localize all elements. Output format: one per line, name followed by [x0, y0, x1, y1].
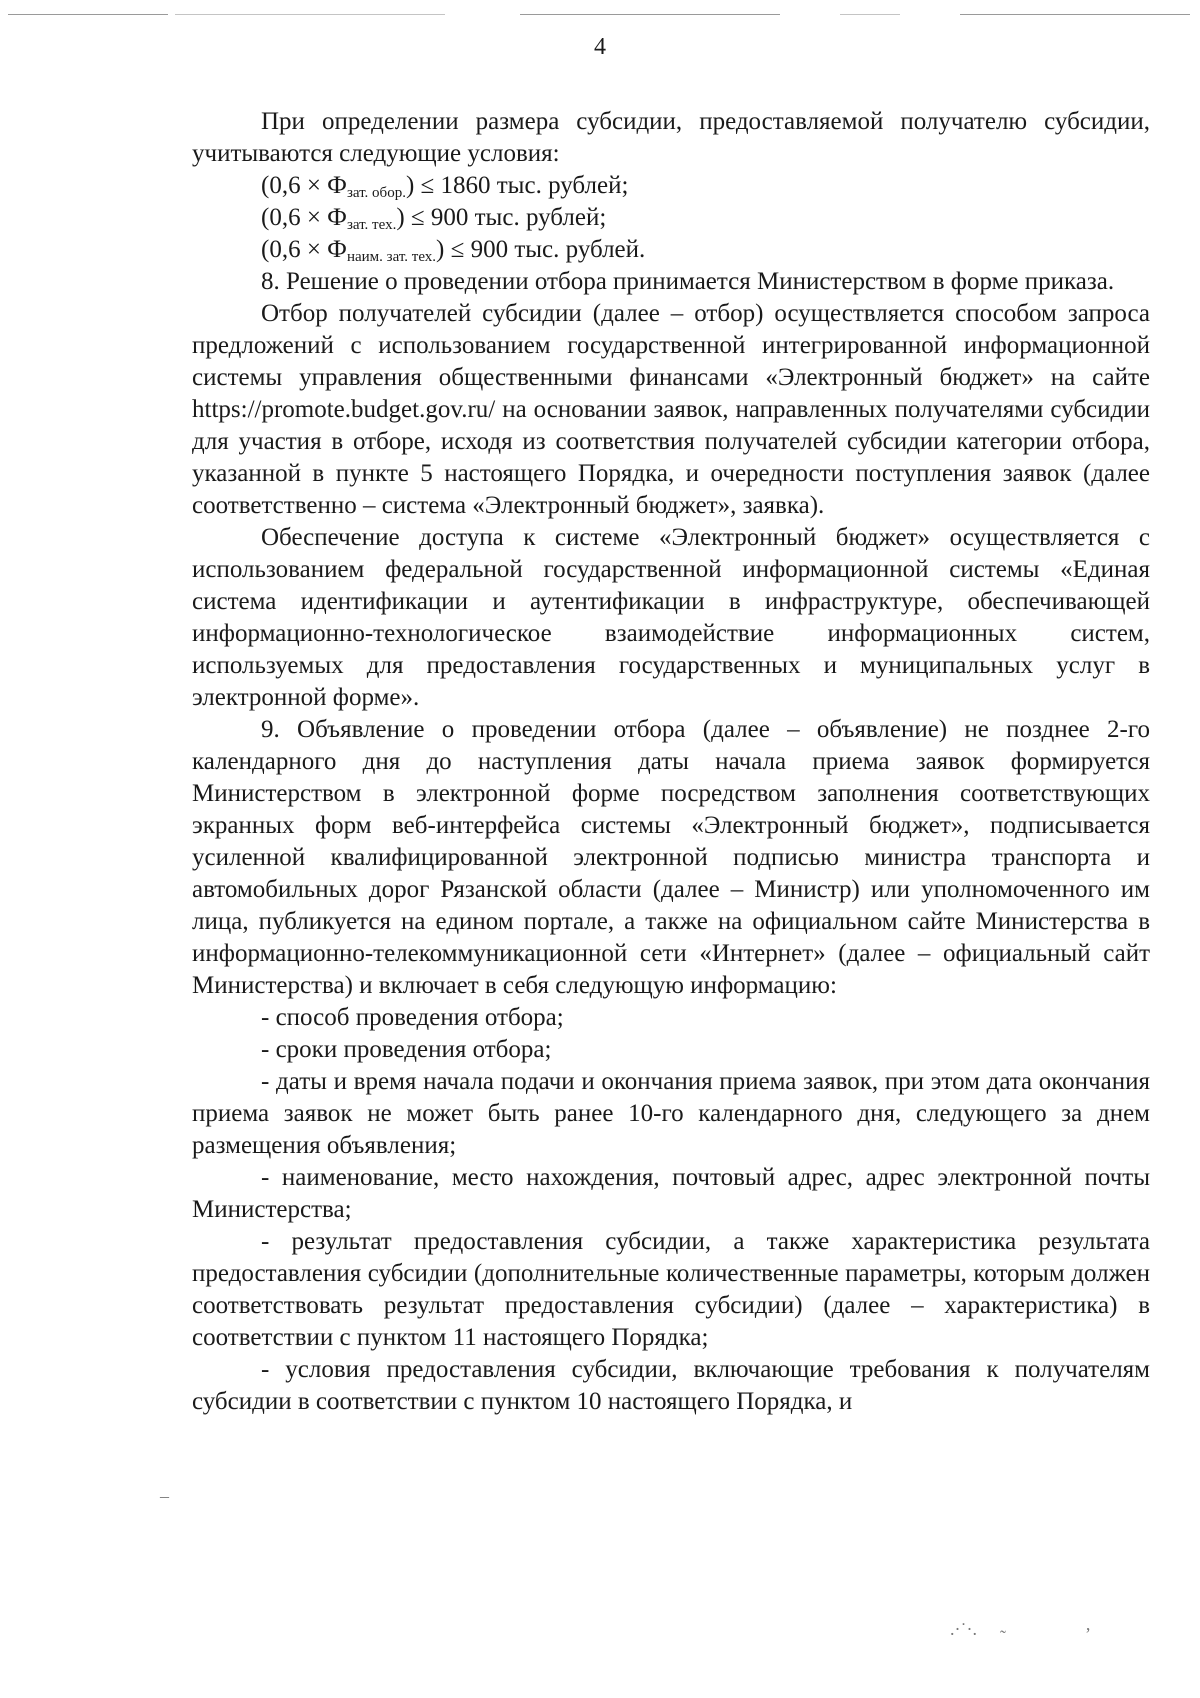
document-body — [192, 106, 1150, 1418]
formula-subscript: зат. обор. — [346, 185, 406, 201]
formula-lead: (0,6 × Ф — [261, 236, 347, 263]
scan-edge-line — [8, 14, 168, 15]
list-item: - способ проведения отбора; — [261, 1004, 564, 1031]
list-item: - наименование, место нахождения, почтовый адрес, адрес электронной почты Министерства; — [192, 1164, 1150, 1223]
list-item: - условия предоставления субсидии, включающие требования к получателям субсидии в соответствии с пунктом 10 настоящего Порядка, и — [192, 1356, 1150, 1415]
formula-subscript: наим. зат. тех. — [346, 249, 437, 265]
list-item: - сроки проведения отбора; — [261, 1036, 552, 1063]
paragraph-9: 9. Объявление о проведении отбора (далее – объявление) не позднее 2-го календарного дня до наступления даты начала приема заявок формируется Министерством в электронной форме посредством заполнения соответствующих экранных форм веб-интерфейса системы «Электронный бюджет», подписывается усиленной квалифицированной электронной подписью министра транспорта и автомобильных дорог Рязанской области (далее – Министр) или уполномоченного им лица, публикуется на едином портале, а также на официальном сайте Министерства в информационно-телекоммуникационной сети «Интернет» (далее – официальный сайт Министерства) и включает в себя следующую информацию: — [192, 716, 1150, 999]
scan-edge-line — [840, 14, 900, 15]
scan-edge-line — [960, 14, 1190, 15]
scan-speck: .·˙·. — [950, 1619, 977, 1639]
formula-lead: (0,6 × Ф — [261, 172, 347, 199]
formula-equipment-costs — [192, 170, 1150, 202]
page-number: 4 — [594, 34, 606, 60]
paragraph-8: 8. Решение о проведении отбора принимается Министерством в форме приказа. — [261, 268, 1115, 295]
selection-paragraph: Отбор получателей субсидии (далее – отбор) осуществляется способом запроса предложений с использованием государственной интегрированной информационной системы управления общественными финансами «Электронный бюджет» на сайте https://promote.budget.gov.ru/ на основании заявок, направленных получателями субсидии для участия в отборе, исходя из соответствия получателей субсидии категории отбора, указанной в пункте 5 настоящего Порядка, и очередности поступления заявок (далее соответственно – система «Электронный бюджет», заявка). — [192, 300, 1150, 519]
formula-limit: ) ≤ 900 тыс. рублей. — [436, 236, 646, 263]
formula-subscript: зат. тех. — [346, 217, 397, 233]
formula-technical-costs — [192, 202, 1150, 234]
list-item: - даты и время начала подачи и окончания приема заявок, при этом дата окончания приема заявок не может быть ранее 10-го календарного дня, следующего за днем размещения объявления; — [192, 1068, 1150, 1159]
formula-limit: ) ≤ 1860 тыс. рублей; — [405, 172, 629, 199]
access-paragraph: Обеспечение доступа к системе «Электронный бюджет» осуществляется с использованием федеральной государственной информационной системы «Единая система идентификации и аутентификации в инфраструктуре, обеспечивающей информационно-технологическое взаимодействие информационных систем, используемых для предоставления государственных и муниципальных услуг в электронной форме». — [192, 524, 1150, 711]
intro-paragraph: При определении размера субсидии, предоставляемой получателю субсидии, учитываются следующие условия: — [192, 108, 1150, 167]
scan-speck: ʼ — [1085, 1624, 1091, 1644]
list-item: - результат предоставления субсидии, а также характеристика результата предоставления субсидии (дополнительные количественные параметры, которым должен соответствовать результат предоставления субсидии) (далее – характеристика) в соответствии с пунктом 11 настоящего Порядка; — [192, 1228, 1150, 1351]
scan-edge-line — [520, 14, 780, 15]
formula-lead: (0,6 × Ф — [261, 204, 347, 231]
formula-limit: ) ≤ 900 тыс. рублей; — [396, 204, 607, 231]
formula-named-technical-costs — [192, 234, 1150, 266]
scan-edge-line — [175, 14, 445, 15]
scan-speck: ˜ — [1000, 1627, 1006, 1647]
scan-speck: – — [160, 1486, 169, 1506]
